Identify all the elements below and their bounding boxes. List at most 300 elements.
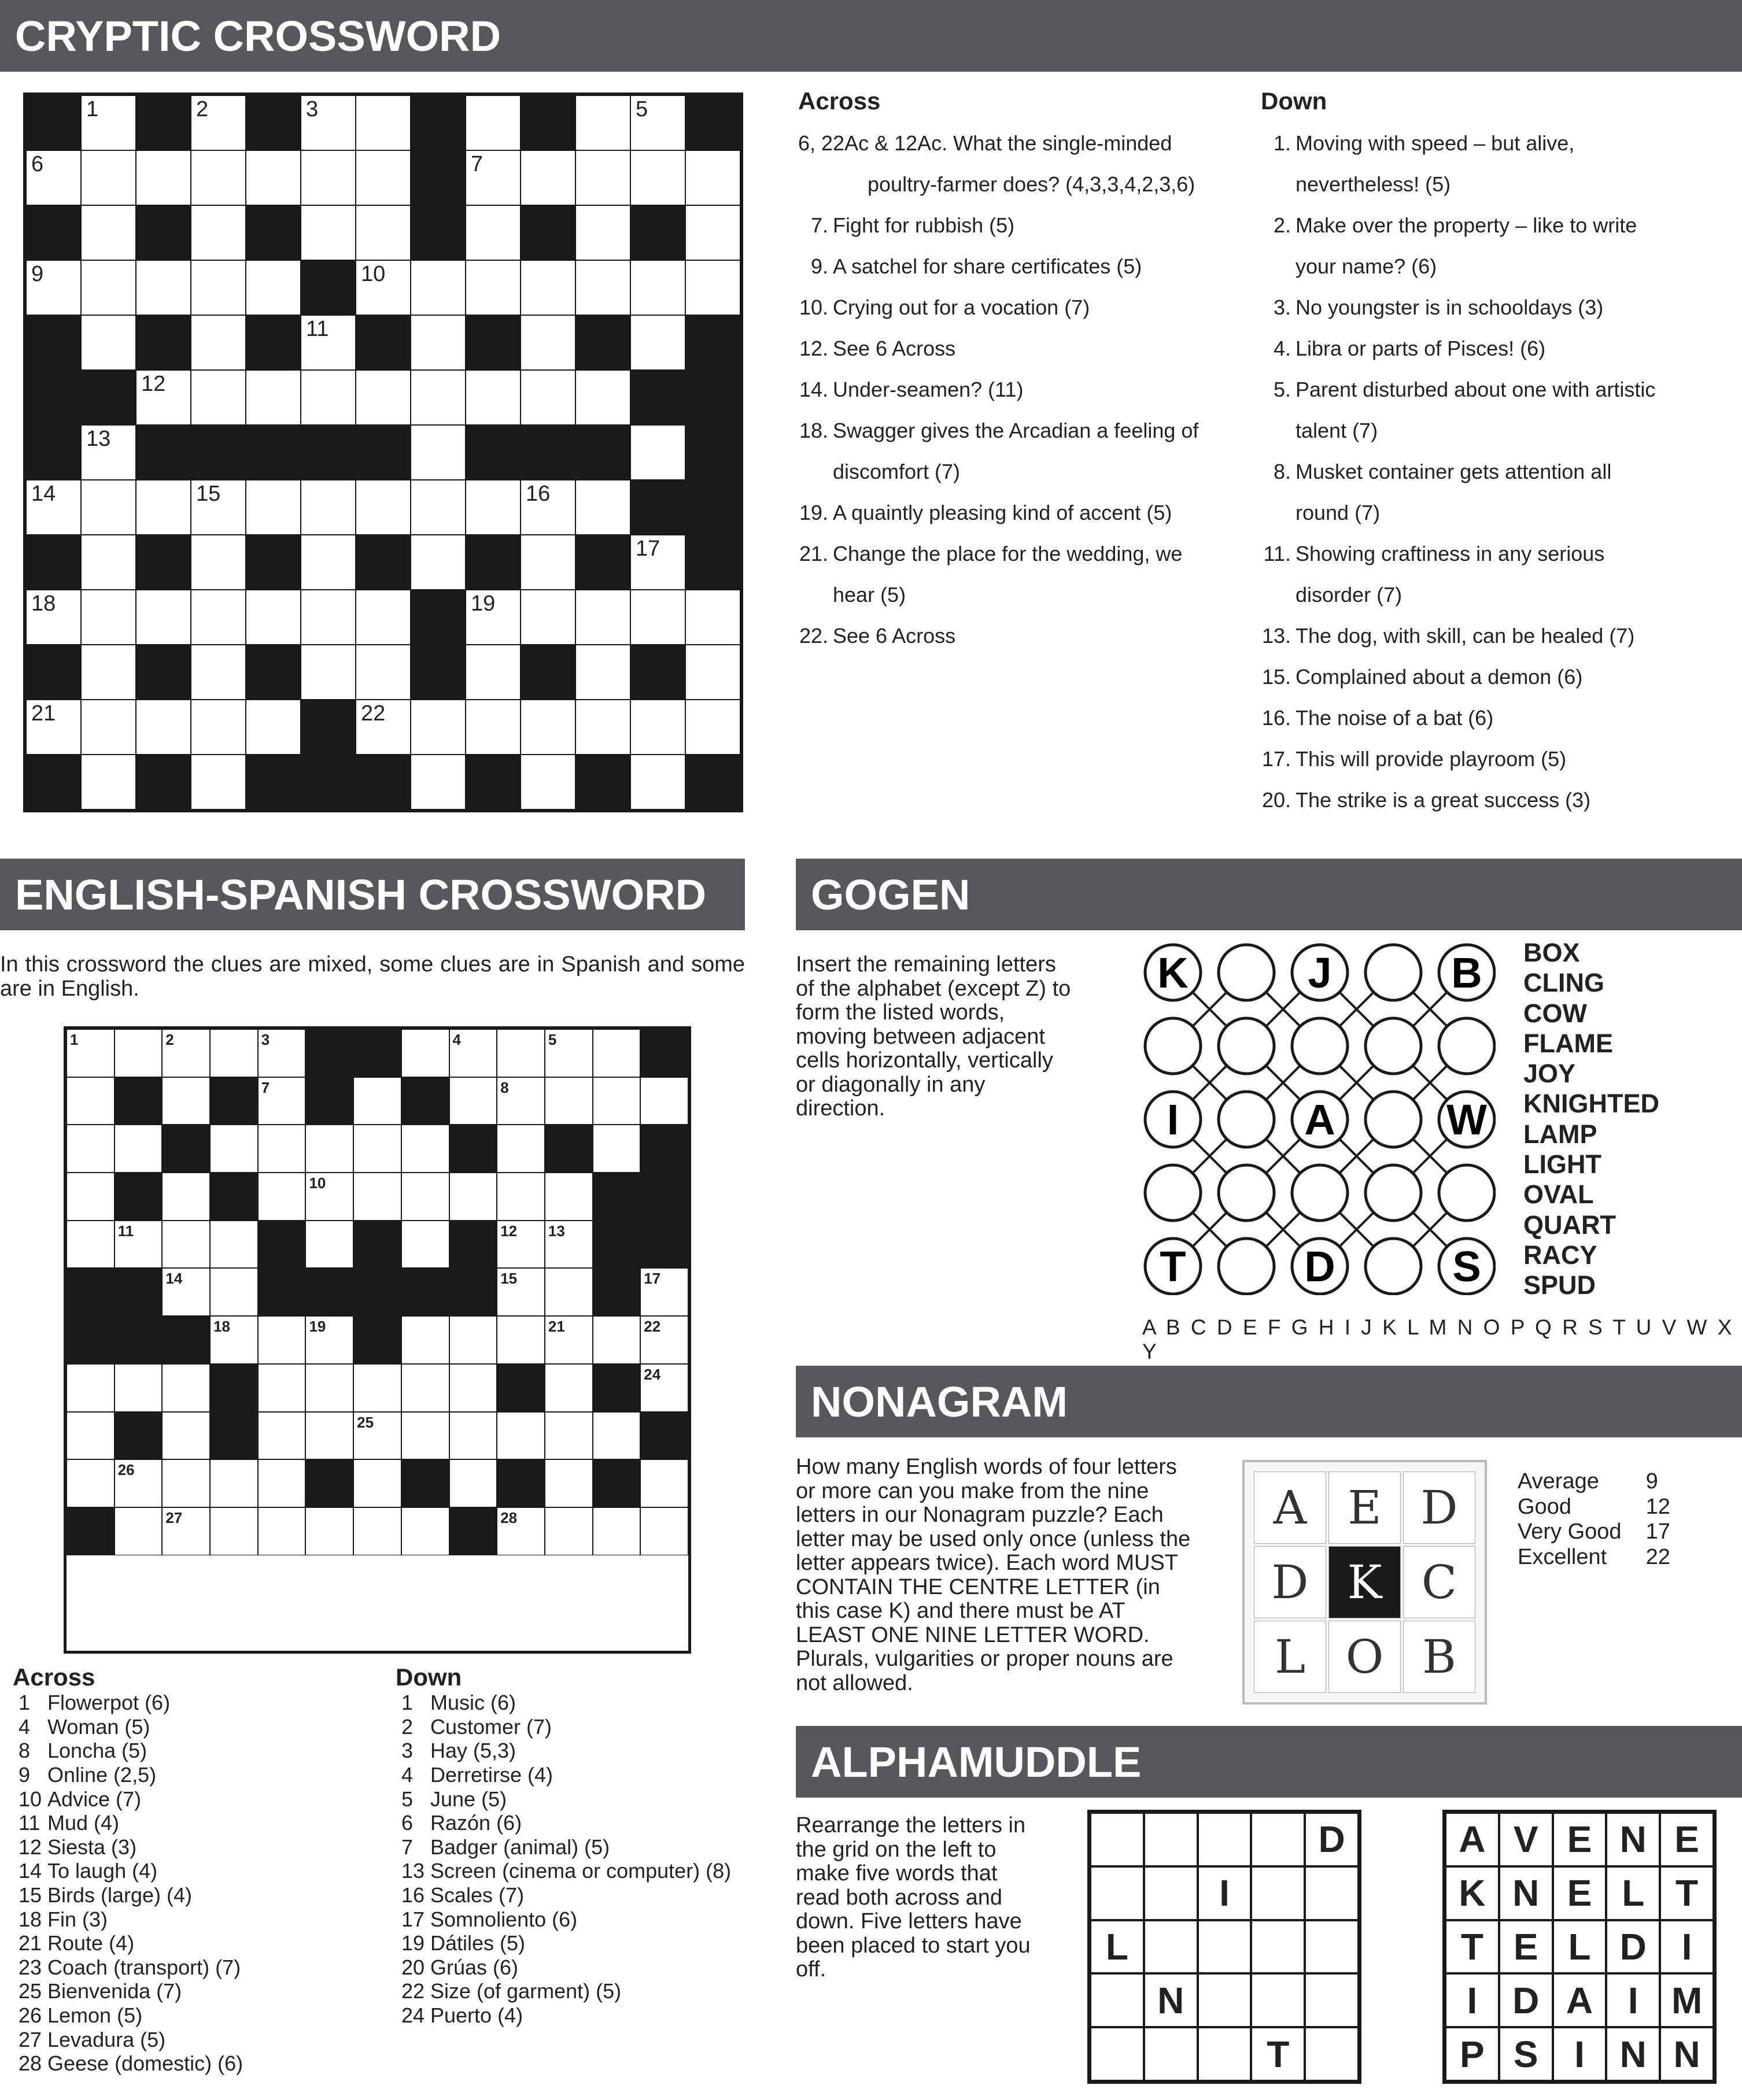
crossword-cell[interactable] xyxy=(353,1507,401,1555)
crossword-cell[interactable] xyxy=(630,755,685,809)
crossword-cell[interactable] xyxy=(305,1364,353,1412)
gogen-cell[interactable] xyxy=(1145,1165,1201,1221)
crossword-cell[interactable] xyxy=(353,1459,401,1507)
crossword-cell[interactable] xyxy=(497,1507,545,1555)
crossword-cell[interactable] xyxy=(640,1077,688,1125)
crossword-cell[interactable] xyxy=(301,95,356,150)
clue-text: Dátiles (5) xyxy=(430,1931,526,1955)
crossword-cell[interactable] xyxy=(353,1173,401,1221)
black-square xyxy=(401,1268,449,1316)
crossword-cell[interactable] xyxy=(67,1364,115,1412)
crossword-cell[interactable] xyxy=(497,1125,545,1173)
crossword-cell[interactable] xyxy=(466,205,521,260)
crossword-cell[interactable] xyxy=(81,315,136,370)
crossword-cell[interactable] xyxy=(67,1221,115,1269)
crossword-cell[interactable] xyxy=(545,1507,593,1555)
clue-number: 13 xyxy=(86,427,111,451)
alphamuddle-cell[interactable] xyxy=(1198,1973,1252,2027)
alphamuddle-cell: L xyxy=(1606,1866,1660,1920)
gogen-cell[interactable] xyxy=(1439,1018,1494,1074)
alphamuddle-cell: A xyxy=(1553,1973,1607,2027)
crossword-cell[interactable] xyxy=(162,1459,210,1507)
crossword-cell[interactable] xyxy=(246,590,301,645)
crossword-cell[interactable] xyxy=(466,590,521,645)
crossword-cell[interactable] xyxy=(26,150,81,205)
crossword-cell[interactable] xyxy=(575,645,630,700)
clue-text: Swagger gives the Arcadian a feeling of xyxy=(833,419,1199,443)
crossword-cell[interactable] xyxy=(593,1077,641,1125)
crossword-cell[interactable] xyxy=(258,1173,306,1221)
crossword-cell[interactable] xyxy=(136,590,191,645)
crossword-cell[interactable] xyxy=(353,1077,401,1125)
crossword-cell[interactable] xyxy=(115,1364,163,1412)
crossword-cell[interactable] xyxy=(191,95,246,150)
alphamuddle-cell[interactable] xyxy=(1305,1920,1359,1974)
black-square xyxy=(411,645,466,700)
crossword-cell[interactable] xyxy=(305,1316,353,1364)
crossword-cell[interactable] xyxy=(497,1316,545,1364)
crossword-cell[interactable] xyxy=(81,755,136,809)
alphamuddle-cell: E xyxy=(1660,1813,1714,1866)
crossword-cell[interactable] xyxy=(630,315,685,370)
crossword-cell[interactable] xyxy=(353,1125,401,1173)
clue xyxy=(13,1931,383,1955)
black-square xyxy=(210,1364,258,1412)
black-square xyxy=(449,1268,497,1316)
crossword-cell[interactable] xyxy=(411,755,466,809)
clue xyxy=(396,1955,766,1980)
crossword-cell[interactable] xyxy=(411,535,466,590)
clue-number: 7 xyxy=(261,1078,270,1096)
crossword-cell[interactable] xyxy=(67,1459,115,1507)
crossword-cell[interactable] xyxy=(545,1268,593,1316)
crossword-cell[interactable] xyxy=(545,1173,593,1221)
crossword-cell[interactable] xyxy=(545,1459,593,1507)
crossword-cell[interactable] xyxy=(640,1459,688,1507)
crossword-cell[interactable] xyxy=(685,150,740,205)
crossword-cell[interactable] xyxy=(67,1125,115,1173)
alphamuddle-cell[interactable] xyxy=(1090,1973,1144,2027)
black-square xyxy=(136,645,191,700)
crossword-cell[interactable] xyxy=(466,480,521,535)
crossword-cell[interactable] xyxy=(401,1125,449,1173)
crossword-cell[interactable] xyxy=(305,1507,353,1555)
black-square xyxy=(26,370,81,425)
gogen-cell[interactable] xyxy=(1219,1018,1274,1074)
crossword-cell[interactable] xyxy=(685,700,740,755)
crossword-cell[interactable] xyxy=(305,1221,353,1269)
crossword-cell[interactable] xyxy=(497,1077,545,1125)
crossword-cell[interactable] xyxy=(401,1029,449,1077)
crossword-cell[interactable] xyxy=(497,1029,545,1077)
crossword-cell[interactable] xyxy=(356,260,411,315)
clue-number: 16 xyxy=(526,482,551,506)
crossword-cell[interactable] xyxy=(191,535,246,590)
crossword-cell[interactable] xyxy=(521,150,575,205)
black-square xyxy=(353,1268,401,1316)
crossword-cell[interactable] xyxy=(81,480,136,535)
crossword-cell[interactable] xyxy=(593,1412,641,1460)
crossword-cell[interactable] xyxy=(67,1412,115,1460)
gogen-cell[interactable] xyxy=(1219,1165,1274,1221)
crossword-cell[interactable] xyxy=(630,150,685,205)
gogen-cell[interactable] xyxy=(1219,945,1274,1000)
crossword-cell[interactable] xyxy=(640,1268,688,1316)
crossword-cell[interactable] xyxy=(162,1364,210,1412)
crossword-cell[interactable] xyxy=(162,1221,210,1269)
alphamuddle-cell[interactable] xyxy=(1198,1920,1252,1974)
crossword-cell[interactable] xyxy=(356,645,411,700)
gogen-cell[interactable] xyxy=(1365,1018,1421,1074)
gogen-cell[interactable] xyxy=(1219,1238,1274,1294)
crossword-cell[interactable] xyxy=(115,1221,163,1269)
clue-text: The noise of a bat (6) xyxy=(1296,706,1494,730)
black-square xyxy=(162,1125,210,1173)
crossword-cell[interactable] xyxy=(356,480,411,535)
crossword-cell[interactable] xyxy=(26,590,81,645)
crossword-cell[interactable] xyxy=(685,205,740,260)
crossword-cell[interactable] xyxy=(246,370,301,425)
crossword-cell[interactable] xyxy=(81,260,136,315)
crossword-cell[interactable] xyxy=(258,1459,306,1507)
crossword-cell[interactable] xyxy=(81,205,136,260)
crossword-cell[interactable] xyxy=(545,1221,593,1269)
crossword-cell[interactable] xyxy=(545,1364,593,1412)
crossword-cell[interactable] xyxy=(521,590,575,645)
crossword-cell[interactable] xyxy=(401,1507,449,1555)
crossword-cell[interactable] xyxy=(305,1412,353,1460)
nonagram-centre-letter: K xyxy=(1328,1546,1401,1618)
crossword-cell[interactable] xyxy=(521,315,575,370)
crossword-cell[interactable] xyxy=(356,370,411,425)
crossword-cell[interactable] xyxy=(81,425,136,480)
crossword-cell[interactable] xyxy=(630,590,685,645)
crossword-cell[interactable] xyxy=(191,370,246,425)
crossword-cell[interactable] xyxy=(191,205,246,260)
crossword-cell[interactable] xyxy=(411,370,466,425)
crossword-cell[interactable] xyxy=(353,1412,401,1460)
black-square xyxy=(26,95,81,150)
nonagram-letter: B xyxy=(1403,1621,1475,1693)
alphamuddle-cell[interactable] xyxy=(1251,1813,1305,1866)
crossword-cell[interactable] xyxy=(575,590,630,645)
crossword-cell[interactable] xyxy=(497,1221,545,1269)
gogen-cell[interactable] xyxy=(1365,1238,1421,1294)
crossword-cell[interactable] xyxy=(115,1507,163,1555)
crossword-cell[interactable] xyxy=(630,425,685,480)
crossword-cell[interactable] xyxy=(630,535,685,590)
crossword-cell[interactable] xyxy=(545,1412,593,1460)
alphamuddle-cell[interactable] xyxy=(1305,1973,1359,2027)
crossword-cell[interactable] xyxy=(162,1029,210,1077)
crossword-cell[interactable] xyxy=(258,1077,306,1125)
black-square xyxy=(521,425,575,480)
crossword-cell[interactable] xyxy=(67,1077,115,1125)
crossword-cell[interactable] xyxy=(210,1125,258,1173)
crossword-cell[interactable] xyxy=(301,480,356,535)
crossword-cell[interactable] xyxy=(356,700,411,755)
crossword-cell[interactable] xyxy=(353,1364,401,1412)
alphamuddle-cell[interactable] xyxy=(1144,2027,1198,2081)
crossword-cell[interactable] xyxy=(575,700,630,755)
crossword-cell[interactable] xyxy=(411,315,466,370)
clue-number: 5. xyxy=(1273,378,1291,402)
crossword-cell[interactable] xyxy=(258,1507,306,1555)
clue-text: talent (7) xyxy=(1296,419,1378,443)
crossword-cell[interactable] xyxy=(26,260,81,315)
cryptic-crossword-header xyxy=(0,0,1742,72)
crossword-cell[interactable] xyxy=(411,480,466,535)
crossword-cell[interactable] xyxy=(466,95,521,150)
black-square xyxy=(685,480,740,535)
alphamuddle-cell[interactable] xyxy=(1305,1866,1359,1920)
crossword-cell[interactable] xyxy=(449,1029,497,1077)
gogen-word-list xyxy=(1523,938,1659,1301)
crossword-cell[interactable] xyxy=(258,1364,306,1412)
crossword-cell[interactable] xyxy=(191,590,246,645)
clue xyxy=(13,1835,383,1859)
crossword-cell[interactable] xyxy=(301,370,356,425)
crossword-cell[interactable] xyxy=(162,1412,210,1460)
crossword-cell[interactable] xyxy=(401,1316,449,1364)
crossword-cell[interactable] xyxy=(521,700,575,755)
gogen-cell[interactable] xyxy=(1292,1018,1348,1074)
black-square xyxy=(246,535,301,590)
crossword-cell[interactable] xyxy=(81,590,136,645)
crossword-cell[interactable] xyxy=(466,700,521,755)
crossword-cell[interactable] xyxy=(356,150,411,205)
crossword-cell[interactable] xyxy=(210,1316,258,1364)
gogen-cell[interactable] xyxy=(1365,1092,1421,1147)
crossword-cell[interactable] xyxy=(210,1268,258,1316)
crossword-cell[interactable] xyxy=(411,425,466,480)
crossword-cell[interactable] xyxy=(356,95,411,150)
crossword-cell[interactable] xyxy=(115,1125,163,1173)
crossword-cell[interactable] xyxy=(162,1507,210,1555)
clue xyxy=(1261,615,1735,656)
alphamuddle-cell[interactable] xyxy=(1198,1813,1252,1866)
crossword-cell[interactable] xyxy=(630,260,685,315)
crossword-cell[interactable] xyxy=(301,535,356,590)
gogen-cell[interactable] xyxy=(1145,1018,1201,1074)
crossword-cell[interactable] xyxy=(521,260,575,315)
alphamuddle-cell[interactable] xyxy=(1305,2027,1359,2081)
gogen-cell[interactable] xyxy=(1439,1165,1494,1221)
clue-text: Coach (transport) (7) xyxy=(47,1955,241,1979)
crossword-cell[interactable] xyxy=(305,1173,353,1221)
clue xyxy=(798,615,1238,656)
crossword-cell[interactable] xyxy=(301,205,356,260)
crossword-cell[interactable] xyxy=(640,1507,688,1555)
crossword-cell[interactable] xyxy=(305,1125,353,1173)
alphamuddle-cell[interactable] xyxy=(1251,1973,1305,2027)
crossword-cell[interactable] xyxy=(521,535,575,590)
clue-number: 15 xyxy=(19,1883,42,1907)
crossword-cell[interactable] xyxy=(521,755,575,809)
crossword-cell[interactable] xyxy=(301,150,356,205)
gogen-cell[interactable] xyxy=(1365,1165,1421,1221)
crossword-cell[interactable] xyxy=(246,150,301,205)
crossword-cell[interactable] xyxy=(411,700,466,755)
crossword-cell[interactable] xyxy=(466,370,521,425)
clue-text: Complained about a demon (6) xyxy=(1296,665,1583,689)
crossword-cell[interactable] xyxy=(593,1316,641,1364)
alphamuddle-cell[interactable] xyxy=(1144,1920,1198,1974)
crossword-cell[interactable] xyxy=(136,150,191,205)
crossword-cell[interactable] xyxy=(191,755,246,809)
alphamuddle-cell[interactable] xyxy=(1251,1866,1305,1920)
crossword-cell[interactable] xyxy=(210,1459,258,1507)
crossword-cell[interactable] xyxy=(593,1125,641,1173)
clue-number: 8 xyxy=(19,1739,31,1763)
crossword-cell[interactable] xyxy=(545,1029,593,1077)
gogen-cell[interactable] xyxy=(1292,1165,1348,1221)
crossword-cell[interactable] xyxy=(162,1173,210,1221)
clue-text: Showing craftiness in any serious xyxy=(1296,542,1605,566)
crossword-cell[interactable] xyxy=(246,700,301,755)
crossword-cell[interactable] xyxy=(81,535,136,590)
alphamuddle-cell[interactable] xyxy=(1251,1920,1305,1974)
crossword-cell[interactable] xyxy=(136,370,191,425)
crossword-cell[interactable] xyxy=(191,480,246,535)
crossword-cell[interactable] xyxy=(258,1316,306,1364)
black-square xyxy=(136,535,191,590)
crossword-cell[interactable] xyxy=(191,315,246,370)
crossword-cell[interactable] xyxy=(115,1029,163,1077)
clue xyxy=(13,1787,383,1811)
crossword-cell[interactable] xyxy=(136,700,191,755)
score-label: Very Good xyxy=(1518,1519,1622,1544)
crossword-cell[interactable] xyxy=(356,590,411,645)
crossword-cell[interactable] xyxy=(258,1412,306,1460)
crossword-cell[interactable] xyxy=(26,700,81,755)
crossword-cell[interactable] xyxy=(466,645,521,700)
crossword-cell[interactable] xyxy=(67,1173,115,1221)
crossword-cell[interactable] xyxy=(545,1077,593,1125)
crossword-cell[interactable] xyxy=(191,260,246,315)
crossword-cell[interactable] xyxy=(466,150,521,205)
crossword-cell[interactable] xyxy=(162,1077,210,1125)
crossword-cell[interactable] xyxy=(449,1173,497,1221)
black-square xyxy=(685,755,740,809)
crossword-cell[interactable] xyxy=(356,205,411,260)
alphamuddle-cell: I xyxy=(1198,1866,1252,1920)
crossword-cell[interactable] xyxy=(575,95,630,150)
crossword-cell[interactable] xyxy=(497,1268,545,1316)
black-square xyxy=(630,205,685,260)
crossword-cell[interactable] xyxy=(401,1173,449,1221)
crossword-cell[interactable] xyxy=(521,370,575,425)
crossword-cell[interactable] xyxy=(685,590,740,645)
crossword-cell[interactable] xyxy=(466,260,521,315)
crossword-cell[interactable] xyxy=(521,480,575,535)
clue-number: 14 xyxy=(31,482,56,506)
crossword-cell[interactable] xyxy=(593,1029,641,1077)
crossword-cell[interactable] xyxy=(593,1507,641,1555)
crossword-cell[interactable] xyxy=(685,260,740,315)
clue xyxy=(13,1907,383,1932)
alphamuddle-cell[interactable] xyxy=(1144,1813,1198,1866)
clue-number: 18 xyxy=(19,1907,42,1931)
crossword-cell[interactable] xyxy=(640,1364,688,1412)
crossword-cell[interactable] xyxy=(575,370,630,425)
crossword-cell[interactable] xyxy=(401,1364,449,1412)
crossword-cell[interactable] xyxy=(81,645,136,700)
clue xyxy=(13,1955,383,1980)
alphamuddle-cell[interactable] xyxy=(1090,1813,1144,1866)
alphamuddle-cell[interactable] xyxy=(1090,1866,1144,1920)
crossword-cell[interactable] xyxy=(545,1316,593,1364)
gogen-cell[interactable] xyxy=(1219,1092,1274,1147)
crossword-cell[interactable] xyxy=(191,700,246,755)
crossword-cell[interactable] xyxy=(246,480,301,535)
crossword-cell[interactable] xyxy=(210,1507,258,1555)
crossword-cell[interactable] xyxy=(258,1125,306,1173)
crossword-cell[interactable] xyxy=(575,260,630,315)
crossword-cell[interactable] xyxy=(26,480,81,535)
crossword-cell[interactable] xyxy=(401,1221,449,1269)
crossword-cell[interactable] xyxy=(191,645,246,700)
crossword-cell[interactable] xyxy=(81,95,136,150)
black-square xyxy=(401,1459,449,1507)
crossword-cell[interactable] xyxy=(136,480,191,535)
crossword-cell[interactable] xyxy=(575,205,630,260)
alphamuddle-cell[interactable] xyxy=(1090,2027,1144,2081)
crossword-cell[interactable] xyxy=(411,260,466,315)
gogen-cell[interactable] xyxy=(1365,945,1421,1000)
crossword-cell[interactable] xyxy=(162,1268,210,1316)
crossword-cell[interactable] xyxy=(210,1221,258,1269)
crossword-cell[interactable] xyxy=(630,95,685,150)
crossword-cell[interactable] xyxy=(301,590,356,645)
crossword-cell[interactable] xyxy=(449,1316,497,1364)
clue-text: Fin (3) xyxy=(47,1907,108,1931)
crossword-cell[interactable] xyxy=(301,315,356,370)
crossword-cell[interactable] xyxy=(136,260,191,315)
crossword-cell[interactable] xyxy=(640,1316,688,1364)
crossword-cell[interactable] xyxy=(449,1459,497,1507)
alphamuddle-cell: E xyxy=(1553,1813,1607,1866)
crossword-cell[interactable] xyxy=(246,260,301,315)
score-value: 17 xyxy=(1645,1519,1670,1544)
crossword-cell[interactable] xyxy=(575,480,630,535)
alphamuddle-cell[interactable] xyxy=(1144,1866,1198,1920)
clue-text: discomfort (7) xyxy=(833,460,961,484)
crossword-cell[interactable] xyxy=(449,1364,497,1412)
crossword-cell[interactable] xyxy=(449,1077,497,1125)
crossword-cell[interactable] xyxy=(401,1412,449,1460)
crossword-cell[interactable] xyxy=(81,150,136,205)
crossword-cell[interactable] xyxy=(81,700,136,755)
crossword-cell[interactable] xyxy=(630,700,685,755)
alphamuddle-cell[interactable] xyxy=(1198,2027,1252,2081)
crossword-cell[interactable] xyxy=(575,150,630,205)
crossword-cell[interactable] xyxy=(191,150,246,205)
crossword-cell[interactable] xyxy=(497,1412,545,1460)
crossword-cell[interactable] xyxy=(67,1029,115,1077)
clue-number: 27 xyxy=(165,1509,183,1526)
clue xyxy=(798,492,1238,533)
crossword-cell[interactable] xyxy=(258,1029,306,1077)
gogen-grid xyxy=(1143,942,1496,1295)
crossword-cell[interactable] xyxy=(301,645,356,700)
crossword-cell[interactable] xyxy=(210,1029,258,1077)
crossword-cell[interactable] xyxy=(685,645,740,700)
crossword-cell[interactable] xyxy=(497,1173,545,1221)
crossword-cell[interactable] xyxy=(449,1412,497,1460)
black-square xyxy=(301,755,356,809)
crossword-cell[interactable] xyxy=(115,1459,163,1507)
